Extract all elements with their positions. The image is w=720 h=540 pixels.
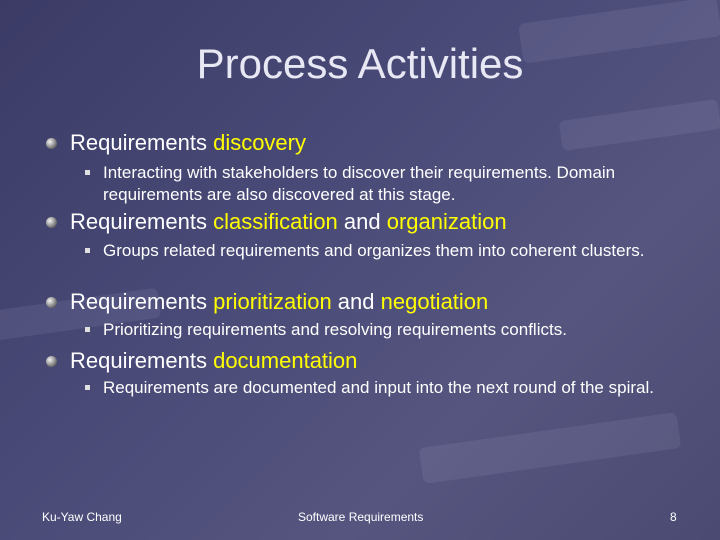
square-bullet-icon bbox=[85, 327, 90, 332]
bullet-label-joiner: and bbox=[331, 289, 381, 314]
sub-bullet-text: Requirements are documented and input into the next round of the spiral. bbox=[103, 378, 654, 397]
bullet-label-highlight: classification bbox=[213, 209, 338, 234]
slide-title: Process Activities bbox=[196, 40, 524, 87]
sub-bullet-text: Groups related requirements and organizes them into coherent clusters. bbox=[103, 241, 645, 260]
sub-bullet bbox=[85, 240, 675, 284]
sub-bullet bbox=[85, 377, 675, 421]
bullet-label-plain: Requirements bbox=[70, 348, 214, 373]
footer-topic: Software Requirements bbox=[298, 510, 424, 524]
bullet-label-plain: Requirements bbox=[70, 130, 214, 155]
footer-page-number: 8 bbox=[670, 510, 677, 524]
bullet-requirements-discovery bbox=[46, 130, 696, 156]
bullet-requirements-classification bbox=[46, 209, 696, 235]
sub-bullet bbox=[85, 319, 675, 341]
sub-bullet-text: Prioritizing requirements and resolving requirements conflicts. bbox=[103, 320, 567, 339]
bullet-label bbox=[70, 348, 357, 374]
bullet-label-highlight: negotiation bbox=[380, 289, 489, 314]
bullet-ball-icon bbox=[46, 138, 57, 149]
bullet-label bbox=[70, 130, 306, 156]
bullet-label-plain: Requirements bbox=[70, 209, 214, 234]
bullet-label bbox=[70, 209, 507, 235]
bullet-label-highlight: prioritization bbox=[213, 289, 332, 314]
square-bullet-icon bbox=[85, 385, 90, 390]
bullet-label-joiner: and bbox=[337, 209, 387, 234]
bullet-ball-icon bbox=[46, 297, 57, 308]
bullet-ball-icon bbox=[46, 217, 57, 228]
square-bullet-icon bbox=[85, 170, 90, 175]
sub-bullet bbox=[85, 162, 675, 206]
background-streak bbox=[419, 412, 681, 484]
bullet-requirements-documentation bbox=[46, 348, 696, 374]
bullet-ball-icon bbox=[46, 356, 57, 367]
bullet-label-highlight: discovery bbox=[213, 130, 306, 155]
bullet-label-plain: Requirements bbox=[70, 289, 214, 314]
square-bullet-icon bbox=[85, 248, 90, 253]
bullet-label-highlight: organization bbox=[386, 209, 507, 234]
bullet-requirements-prioritization bbox=[46, 289, 696, 315]
footer-author: Ku-Yaw Chang bbox=[42, 510, 122, 524]
bullet-label-highlight: documentation bbox=[213, 348, 358, 373]
bullet-label bbox=[70, 289, 488, 315]
sub-bullet-text: Interacting with stakeholders to discover their requirements. Domain requirements are also discovered at this stage. bbox=[103, 163, 616, 204]
